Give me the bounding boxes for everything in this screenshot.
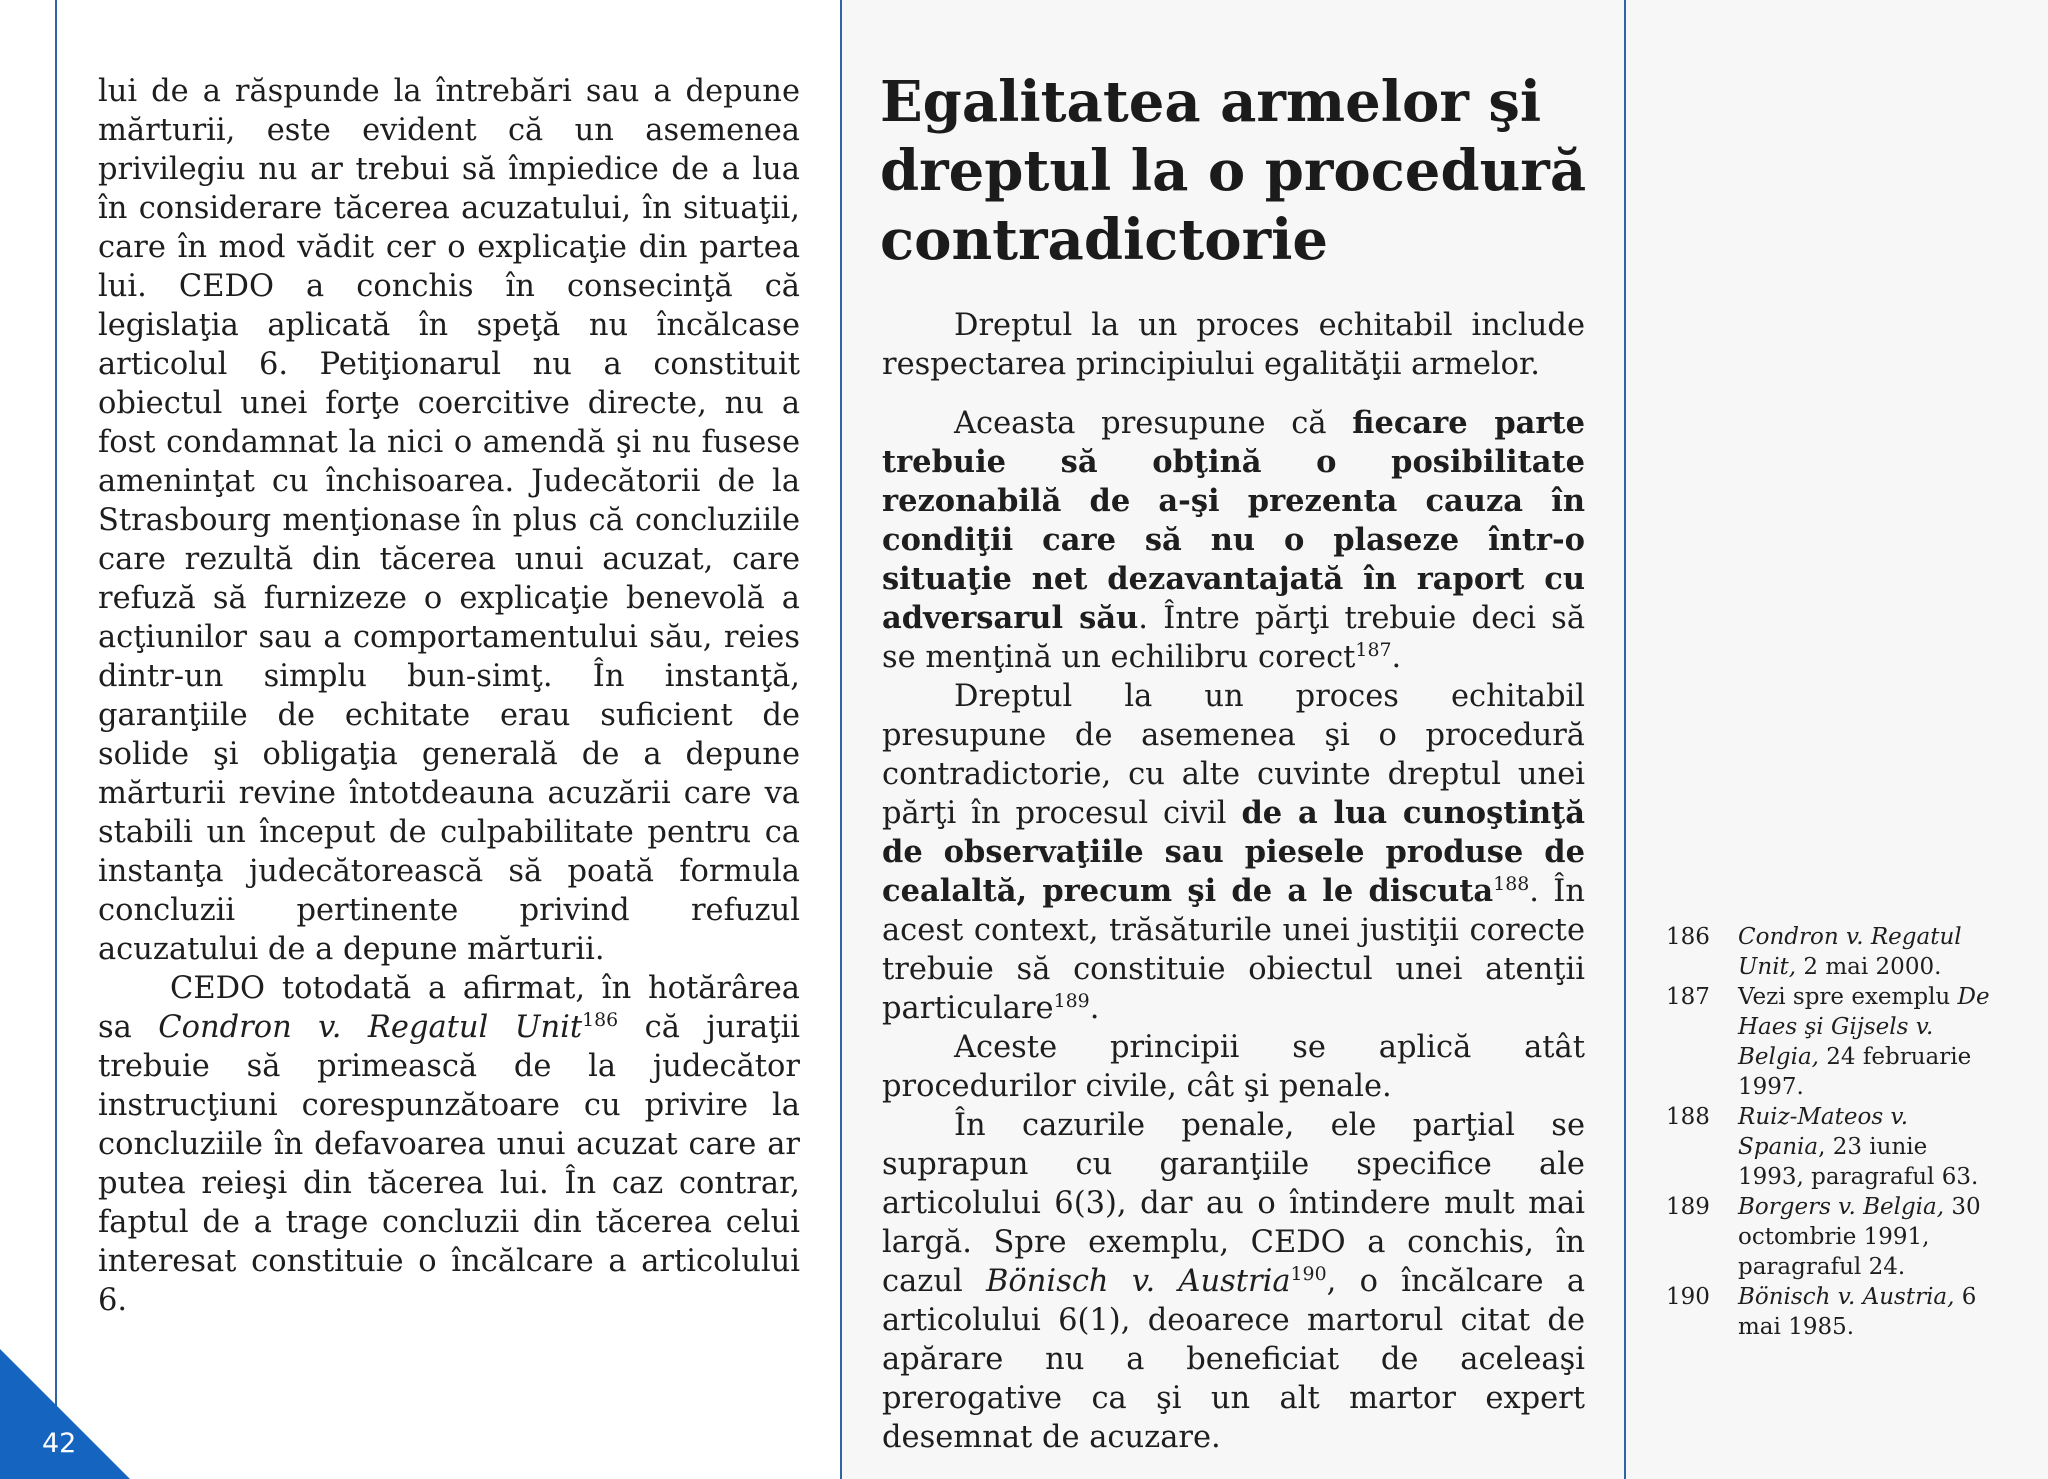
footnote-text xyxy=(1738,982,1996,1102)
text-run: 6 mai 1985. xyxy=(1738,1284,1977,1340)
footnotes xyxy=(1666,922,1996,1342)
page-corner-triangle xyxy=(0,1349,130,1479)
footnote-number: 189 xyxy=(1666,1194,1710,1220)
spine-rule xyxy=(840,0,842,1479)
footnote-text xyxy=(1738,1282,1996,1342)
left-text-column xyxy=(98,72,800,1320)
footnote-ref[interactable]: 190 xyxy=(1290,1262,1327,1285)
footnote-number: 190 xyxy=(1666,1284,1710,1310)
footnote-number: 187 xyxy=(1666,984,1710,1010)
paragraph xyxy=(882,1106,1585,1457)
footnote-ref[interactable]: 189 xyxy=(1053,989,1090,1012)
text-run: CEDO totodată a afirmat, în hotărârea sa xyxy=(98,971,800,1045)
footnote-ref[interactable]: 186 xyxy=(582,1008,619,1031)
footnote-item xyxy=(1666,1282,1996,1342)
case-name: Bönisch v. Austria xyxy=(986,1264,1291,1299)
right-text-column xyxy=(882,306,1585,1457)
paragraph: lui de a răspunde la întrebări sau a depune mărturii, este evident că un asemenea privilegiu nu ar trebui să împiedice de a lua în considerare tăcerea acuzatului, în situaţii, care în mod vădit cer o explicaţie din partea lui. CEDO a conchis în consecinţă că legislaţia aplicată în speţă nu încălcase articolul 6. Petiţionarul nu a constituit obiectul unei forţe coercitive directe, nu a fost condamnat la nici o amendă şi nu fusese ameninţat cu închisoarea. Judecătorii de la Strasbourg menţionase în plus că concluziile care rezultă din tăcerea unui acuzat, care refuză să furnizeze o explicaţie benevolă a acţiunilor sau a comportamentului său, reies dintr-un simplu bun-simţ. În instanţă, garanţiile de echitate erau suficient de solide şi obligaţia generală de a depune mărturii revine întotdeauna acuzării care va stabili un început de culpabilitate pentru ca instanţa judecătorească să poată formula concluzii pertinente privind refuzul acuzatului de a depune mărturii. xyxy=(98,74,800,967)
footnote-number: 188 xyxy=(1666,1104,1710,1130)
case-name: Condron v. Regatul Unit, xyxy=(1738,924,1962,980)
paragraph: Aceste principii se aplică atât procedurilor civile, cât şi penale. xyxy=(882,1030,1585,1104)
footnote-text xyxy=(1738,1102,1996,1192)
text-run: că juraţii trebuie să primească de la judecător instrucţiuni corespunzătoare cu privire la concluziile în defavoarea unui acuzat care ar putea reieşi din tăcerea lui. În caz contrar, faptul de a trage concluzii din tăcerea celui interesat constituie o încălcare a articolului 6. xyxy=(98,1010,800,1318)
text-run: , o încălcare a articolului 6(1), deoarece martorul citat de apărare nu a beneficiat de aceleaşi prerogative ca şi un alt martor expert desemnat de acuzare. xyxy=(882,1264,1585,1455)
footnote-item xyxy=(1666,922,1996,982)
bold-text: de a lua cunoştinţă de observaţiile sau piesele produse de cealaltă, precum şi de a le discuta xyxy=(882,795,1585,909)
page-number: 42 xyxy=(42,1428,77,1459)
case-name: Condron v. Regatul Unit xyxy=(158,1010,583,1045)
text-run: . xyxy=(1089,991,1100,1026)
text-run: În cazurile penale, ele parţial se suprapun cu garanţiile specifice ale articolului 6(3), dar au o întindere mult mai largă. Spre exemplu, CEDO a conchis, în cazul xyxy=(882,1108,1585,1299)
text-run: . În acest context, trăsăturile unei justiţii corecte trebuie să constituie obiectul unei atenţii particulare xyxy=(882,874,1585,1026)
footnote-text xyxy=(1738,922,1996,982)
text-run: . xyxy=(1391,640,1402,675)
left-margin-rule xyxy=(55,0,57,1479)
section-title: Egalitatea armelor şi dreptul la o procedură contradictorie xyxy=(880,69,1587,273)
text-run: . Între părţi trebuie deci să se menţină un echilibru corect xyxy=(882,601,1586,675)
text-run: Dreptul la un proces echitabil presupune de asemenea şi o procedură contradictorie, cu alte cuvinte dreptul unei părţi în procesul civil xyxy=(882,679,1585,831)
footnote-item xyxy=(1666,1192,1996,1282)
bold-text: fiecare parte trebuie să obţină o posibilitate rezonabilă de a-şi prezenta cauza în condiţii care să nu o plaseze într-o situaţie net dezavantajată în raport cu adversarul său xyxy=(882,405,1585,636)
text-run: 30 octombrie 1991, paragraful 24. xyxy=(1738,1194,1981,1280)
case-name: De Haes şi Gijsels v. Belgia, xyxy=(1738,984,1990,1070)
text-run: 24 februarie 1997. xyxy=(1738,1044,1972,1100)
footnote-margin-rule xyxy=(1624,0,1626,1479)
case-name: Bönisch v. Austria, xyxy=(1738,1284,1955,1310)
footnote-number: 186 xyxy=(1666,924,1710,950)
case-name: Borgers v. Belgia, xyxy=(1738,1194,1945,1220)
case-name: Ruiz-Mateos v. Spania xyxy=(1738,1104,1909,1160)
footnote-ref[interactable]: 188 xyxy=(1493,872,1530,895)
footnote-ref[interactable]: 187 xyxy=(1355,638,1392,661)
text-run: Aceasta presupune că xyxy=(954,406,1353,441)
footnote-item xyxy=(1666,1102,1996,1192)
paragraph xyxy=(98,969,800,1320)
paragraph: Dreptul la un proces echitabil include respectarea principiului egalităţii armelor. xyxy=(882,308,1585,382)
text-run: , 23 iunie 1993, paragraful 63. xyxy=(1738,1134,1979,1190)
paragraph xyxy=(882,677,1585,1028)
footnote-item xyxy=(1666,982,1996,1102)
footnote-text xyxy=(1738,1192,1996,1282)
paragraph xyxy=(882,404,1585,677)
text-run: 2 mai 2000. xyxy=(1796,954,1942,980)
text-run: Vezi spre exemplu xyxy=(1738,984,1958,1010)
